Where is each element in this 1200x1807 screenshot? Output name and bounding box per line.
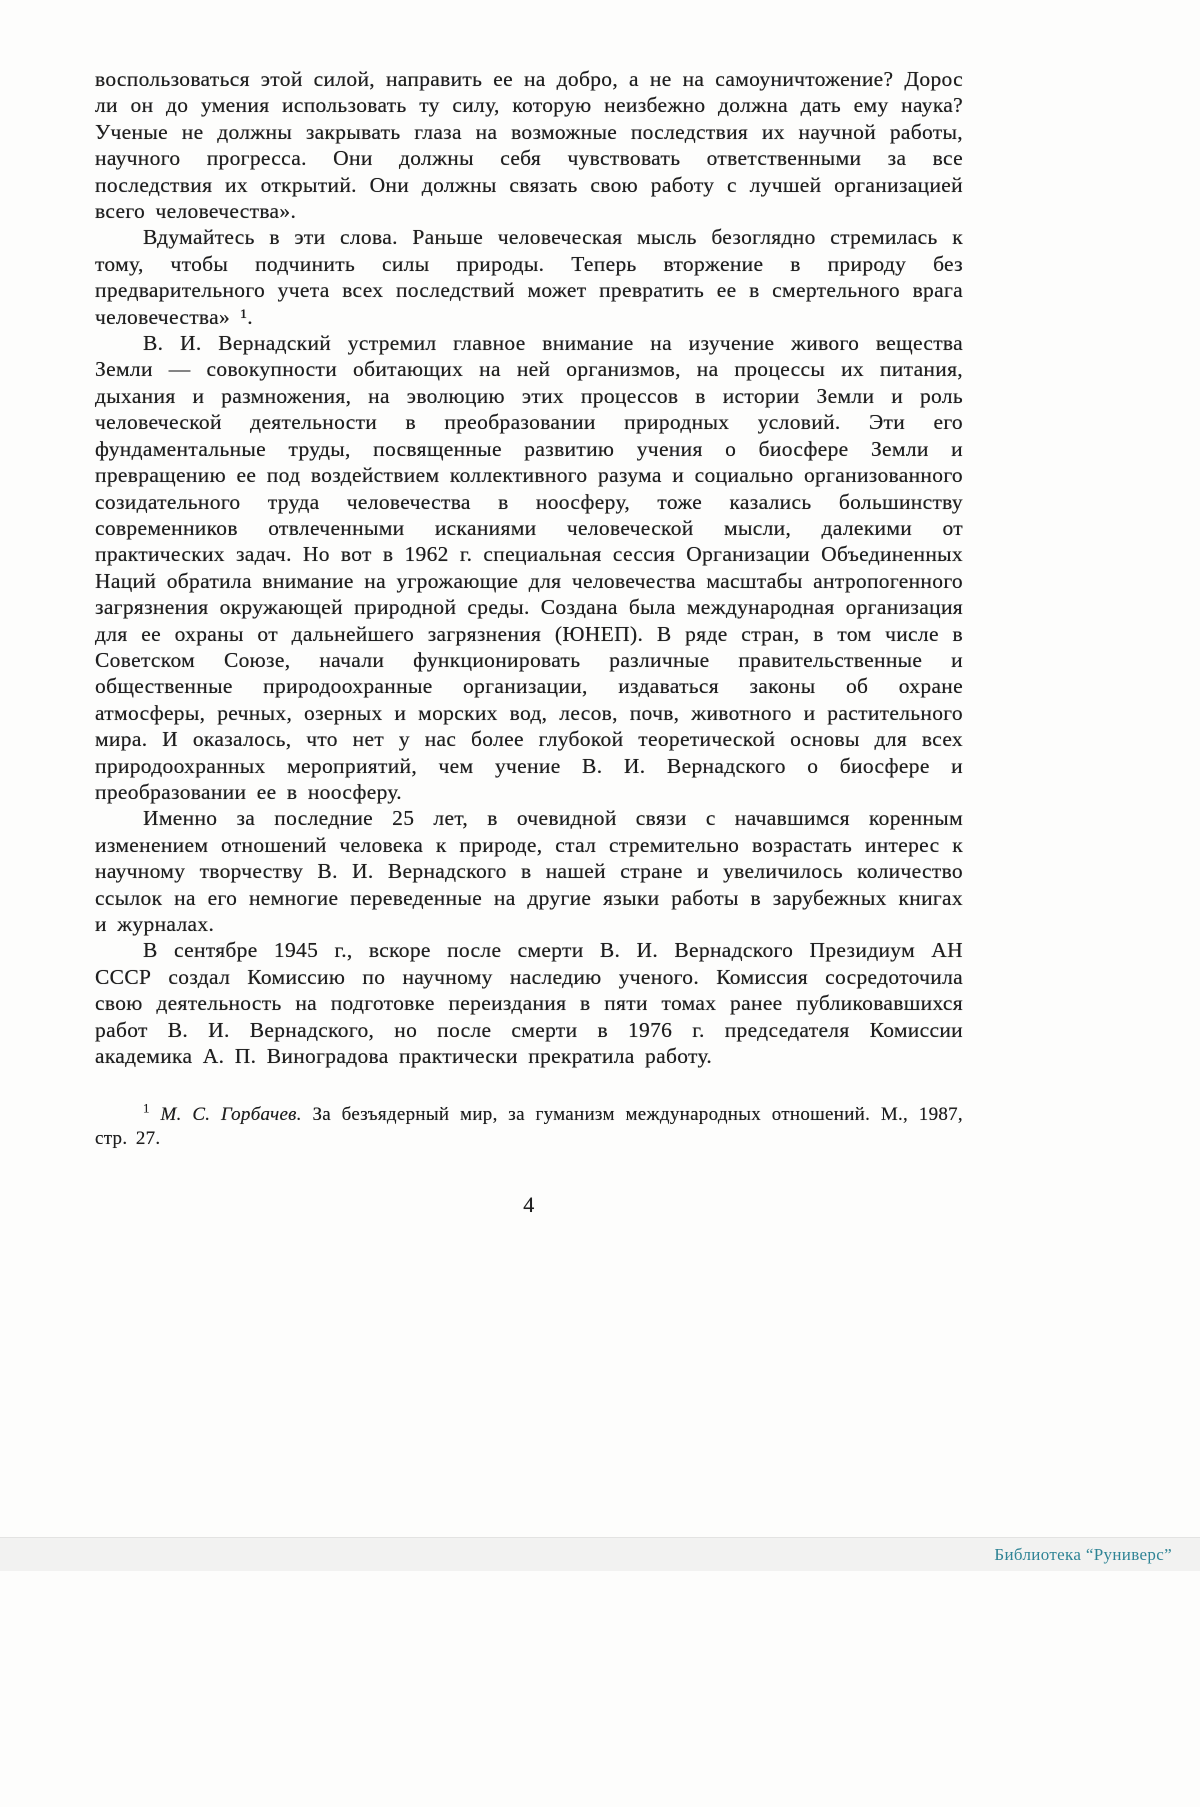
text-block bbox=[95, 66, 963, 1218]
paragraph: Именно за последние 25 лет, в очевидной связи с начавшимся коренным изменением отношений человека к природе, стал стремительно возрастать интерес к научному творчеству В. И. Вернадского в нашей стране и увеличилось количество ссылок на его немногие переведенные на другие языки работы в зарубежных книгах и журналах. bbox=[95, 806, 963, 936]
paragraph: В сентябре 1945 г., вскоре после смерти В. И. Вернадского Президиум АН СССР создал Комиссию по научному наследию ученого. Комиссия сосредоточила свою деятельность на подготовке переиздания в пяти томах ранее публиковавшихся работ В. И. Вернадского, но после смерти в 1976 г. председателя Комиссии академика А. П. Виноградова практически прекратила работу. bbox=[95, 938, 963, 1069]
paragraph: воспользоваться этой силой, направить ее на добро, а не на самоуничтожение? Дорос ли он до умения использовать ту силу, которую неизбежно должна дать ему наука? Ученые не должны закрывать глаза на возможные последствия их научной работы, научного прогресса. Они должны себя чувствовать ответственными за все последствия их открытий. Они должны связать свою работу с лучшей организацией всего человечества». bbox=[95, 67, 963, 224]
footnote-author: М. С. Горбачев. bbox=[160, 1104, 302, 1126]
footnote-marker: 1 bbox=[143, 1101, 150, 1117]
watermark-text: Библиотека “Руниверс” bbox=[994, 1544, 1172, 1564]
footnote bbox=[95, 1103, 963, 1150]
footnote-text: За безъядерный мир, за гуманизм международных отношений. М., 1987, стр. 27. bbox=[95, 1104, 963, 1149]
paragraph: В. И. Вернадский устремил главное внимание на изучение живого вещества Земли — совокупности обитающих на ней организмов, на процессы их питания, дыхания и размножения, на эволюцию этих процессов в истории Земли и роль человеческой деятельности в преобразовании природных условий. Эти его фундаментальные труды, посвященные развитию учения о биосфере Земли и превращению ее под воздействием коллективного разума и социально организованного созидательного труда человечества в ноосферу, тоже казались большинству современников отвлеченными исканиями человеческой мысли, далекими от практических задач. Но вот в 1962 г. специальная сессия Организации Объединенных Наций обратила внимание на угрожающие для человечества масштабы антропогенного загрязнения окружающей природной среды. Создана была международная организация для ее охраны от дальнейшего загрязнения (ЮНЕП). В ряде стран, в том числе в Советском Союзе, начали функционировать различные правительственные и общественные природоохранные организации, издаваться законы об охране атмосферы, речных, озерных и морских вод, лесов, почв, животного и растительного мира. И оказалось, что нет у нас более глубокой теоретической основы для всех природоохранных мероприятий, чем учение В. И. Вернадского о биосфере и преобразовании ее в ноосферу. bbox=[95, 331, 963, 804]
page-number: 4 bbox=[523, 1192, 535, 1218]
watermark-bar bbox=[0, 1537, 1200, 1571]
paragraph: Вдумайтесь в эти слова. Раньше человеческая мысль безоглядно стремилась к тому, чтобы подчинить силы природы. Теперь вторжение в природу без предварительного учета всех последствий может превратить ее в смертельного врага человечества» ¹. bbox=[95, 225, 963, 329]
